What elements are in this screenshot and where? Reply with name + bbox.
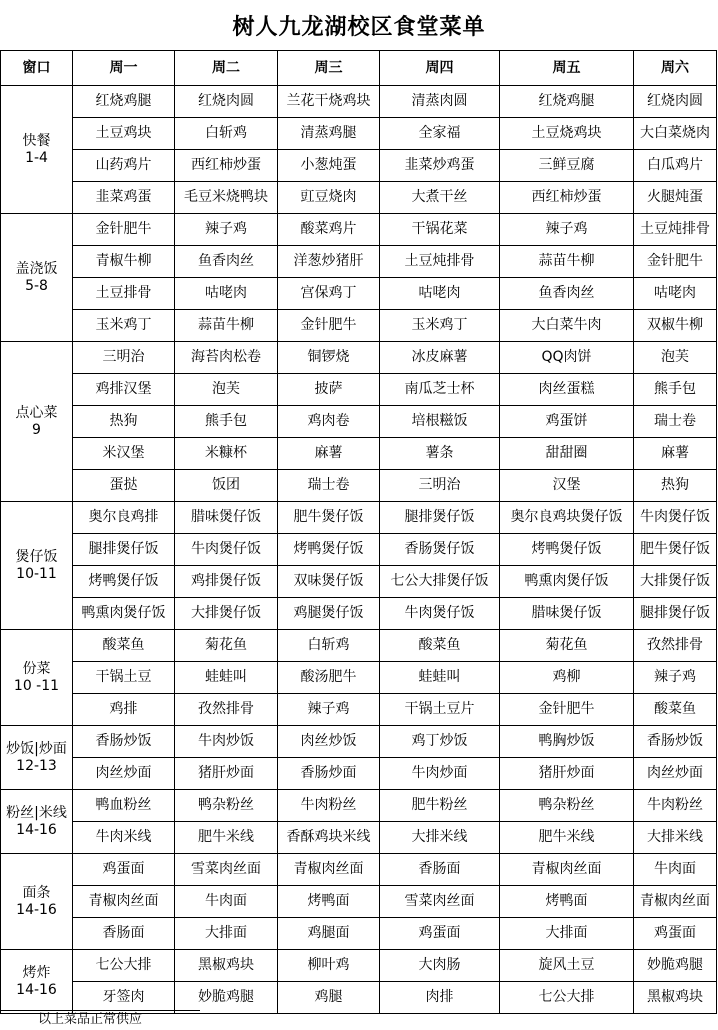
dish-cell: 牛肉煲仔饭 [634,502,717,534]
dish-cell: 鸡蛋面 [380,918,500,950]
dish-cell: 牛肉煲仔饭 [175,534,278,566]
dish-cell: 七公大排煲仔饭 [380,566,500,598]
dish-cell: 菊花鱼 [500,630,634,662]
dish-cell: 烤鸭煲仔饭 [73,566,175,598]
dish-cell: 金针肥牛 [278,310,380,342]
dish-cell: 鸭血粉丝 [73,790,175,822]
dish-cell: 大排米线 [634,822,717,854]
dish-cell: 大肉肠 [380,950,500,982]
dish-cell: 腿排煲仔饭 [73,534,175,566]
dish-cell: 铜锣烧 [278,342,380,374]
window-hours: 5-8 [25,277,48,294]
dish-cell: 咕咾肉 [380,278,500,310]
dish-cell: 薯条 [380,438,500,470]
dish-cell: 大煮干丝 [380,182,500,214]
window-hours: 14-16 [16,901,57,918]
dish-cell: 酸菜鱼 [634,694,717,726]
dish-cell: 冰皮麻薯 [380,342,500,374]
dish-cell: 七公大排 [73,950,175,982]
header-window: 窗口 [1,51,73,86]
dish-cell: 鸭熏肉煲仔饭 [73,598,175,630]
dish-cell: 清蒸鸡腿 [278,118,380,150]
window-name: 面条 [22,885,51,902]
menu-row [1,86,717,118]
menu-row [1,406,717,438]
dish-cell: 鸡腿面 [278,918,380,950]
dish-cell: 海苔肉松卷 [175,342,278,374]
dish-cell: 熊手包 [175,406,278,438]
dish-cell: 妙脆鸡腿 [175,982,278,1014]
dish-cell: 辣子鸡 [278,694,380,726]
dish-cell: 清蒸肉圆 [380,86,500,118]
dish-cell: 鸡蛋面 [634,918,717,950]
dish-cell: 腊味煲仔饭 [175,502,278,534]
dish-cell: 双椒牛柳 [634,310,717,342]
dish-cell: 瑞士卷 [278,470,380,502]
dish-cell: 香肠面 [380,854,500,886]
window-cell [1,854,73,950]
menu-row [1,470,717,502]
dish-cell: 肥牛米线 [500,822,634,854]
dish-cell: 大白菜烧肉 [634,118,717,150]
dish-cell: 肥牛米线 [175,822,278,854]
dish-cell: 大排面 [500,918,634,950]
dish-cell: 火腿炖蛋 [634,182,717,214]
dish-cell: 腿排煲仔饭 [634,598,717,630]
dish-cell: 披萨 [278,374,380,406]
dish-cell: 鸭熏肉煲仔饭 [500,566,634,598]
dish-cell: 白斩鸡 [278,630,380,662]
menu-row [1,758,717,790]
dish-cell: 甜甜圈 [500,438,634,470]
dish-cell: 牛肉炒面 [380,758,500,790]
dish-cell: 麻薯 [278,438,380,470]
dish-cell: 鸡排煲仔饭 [175,566,278,598]
dish-cell: 鸡蛋面 [73,854,175,886]
dish-cell: 土豆炖排骨 [634,214,717,246]
footer-note: 以上菜品正常供应 [37,1012,142,1027]
dish-cell: 香肠煲仔饭 [380,534,500,566]
window-name: 快餐 [22,133,51,150]
dish-cell: 鸡排 [73,694,175,726]
dish-cell: 牛肉面 [175,886,278,918]
dish-cell: 大排煲仔饭 [634,566,717,598]
dish-cell: 西红柿炒蛋 [175,150,278,182]
dish-cell: 七公大排 [500,982,634,1014]
dish-cell: 雪菜肉丝面 [380,886,500,918]
dish-cell: 妙脆鸡腿 [634,950,717,982]
dish-cell: 小葱炖蛋 [278,150,380,182]
menu-row [1,598,717,630]
header-day: 周四 [380,51,500,86]
window-name: 煲仔饭 [15,549,58,566]
dish-cell: 鱼香肉丝 [175,246,278,278]
window-cell [1,630,73,726]
dish-cell: 肉丝炒面 [634,758,717,790]
window-cell [1,726,73,790]
window-cell [1,790,73,854]
dish-cell: 肉排 [380,982,500,1014]
dish-cell: 鸭胸炒饭 [500,726,634,758]
dish-cell: 青椒牛柳 [73,246,175,278]
dish-cell: 白斩鸡 [175,118,278,150]
dish-cell: 牛肉粉丝 [278,790,380,822]
dish-cell: 咕咾肉 [634,278,717,310]
menu-row [1,854,717,886]
dish-cell: 鸡腿 [278,982,380,1014]
dish-cell: 肉丝炒面 [73,758,175,790]
dish-cell: 香肠炒饭 [73,726,175,758]
window-hours: 12-13 [16,757,57,774]
menu-row [1,822,717,854]
dish-cell: 牛肉煲仔饭 [380,598,500,630]
menu-row [1,310,717,342]
dish-cell: 洋葱炒猪肝 [278,246,380,278]
dish-cell: 汉堡 [500,470,634,502]
dish-cell: 大白菜牛肉 [500,310,634,342]
window-cell [1,502,73,630]
dish-cell: 鸡蛋饼 [500,406,634,438]
dish-cell: 毛豆米烧鸭块 [175,182,278,214]
dish-cell: 饭团 [175,470,278,502]
dish-cell: 酸菜鱼 [380,630,500,662]
dish-cell: 酸菜鸡片 [278,214,380,246]
dish-cell: 旋风土豆 [500,950,634,982]
menu-row [1,982,717,1014]
dish-cell: 辣子鸡 [175,214,278,246]
menu-row [1,278,717,310]
dish-cell: 麻薯 [634,438,717,470]
dish-cell: 土豆炖排骨 [380,246,500,278]
dish-cell: 肥牛煲仔饭 [634,534,717,566]
dish-cell: 酸菜鱼 [73,630,175,662]
menu-row [1,118,717,150]
dish-cell: 烤鸭面 [278,886,380,918]
window-hours: 10-11 [16,565,57,582]
dish-cell: 雪菜肉丝面 [175,854,278,886]
dish-cell: 热狗 [634,470,717,502]
dish-cell: 韭菜鸡蛋 [73,182,175,214]
dish-cell: 瑞士卷 [634,406,717,438]
dish-cell: 鸡腿煲仔饭 [278,598,380,630]
menu-row [1,918,717,950]
dish-cell: 热狗 [73,406,175,438]
dish-cell: 宫保鸡丁 [278,278,380,310]
window-hours: 14-16 [16,821,57,838]
dish-cell: 蒜苗牛柳 [175,310,278,342]
window-name: 粉丝|米线 [6,805,67,822]
dish-cell: 鱼香肉丝 [500,278,634,310]
dish-cell: 土豆烧鸡块 [500,118,634,150]
header-day: 周二 [175,51,278,86]
window-cell [1,950,73,1014]
dish-cell: 辣子鸡 [500,214,634,246]
dish-cell: 青椒肉丝面 [278,854,380,886]
window-name: 盖浇饭 [15,261,58,278]
dish-cell: 土豆鸡块 [73,118,175,150]
header-day: 周三 [278,51,380,86]
dish-cell: 辣子鸡 [634,662,717,694]
dish-cell: 红烧鸡腿 [73,86,175,118]
dish-cell: 米汉堡 [73,438,175,470]
dish-cell: 黑椒鸡块 [634,982,717,1014]
dish-cell: 肥牛粉丝 [380,790,500,822]
menu-row [1,438,717,470]
menu-row [1,534,717,566]
menu-row [1,790,717,822]
header-day: 周五 [500,51,634,86]
window-hours: 14-16 [16,981,57,998]
dish-cell: 鸡排汉堡 [73,374,175,406]
window-name: 烤炸 [22,965,51,982]
dish-cell: 香肠面 [73,918,175,950]
dish-cell: 蛙蛙叫 [380,662,500,694]
menu-row [1,886,717,918]
dish-cell: 青椒肉丝面 [500,854,634,886]
menu-body [1,86,717,1014]
dish-cell: 干锅土豆片 [380,694,500,726]
window-hours: 10 -11 [13,677,60,694]
header-day: 周一 [73,51,175,86]
dish-cell: 鸭杂粉丝 [500,790,634,822]
dish-cell: 孜然排骨 [634,630,717,662]
dish-cell: QQ肉饼 [500,342,634,374]
dish-cell: 蛙蛙叫 [175,662,278,694]
dish-cell: 培根糍饭 [380,406,500,438]
dish-cell: 牛肉面 [634,854,717,886]
dish-cell: 牙签肉 [73,982,175,1014]
dish-cell: 黑椒鸡块 [175,950,278,982]
dish-cell: 白瓜鸡片 [634,150,717,182]
dish-cell: 猪肝炒面 [175,758,278,790]
dish-cell: 蒜苗牛柳 [500,246,634,278]
dish-cell: 红烧肉圆 [634,86,717,118]
dish-cell: 红烧鸡腿 [500,86,634,118]
dish-cell: 酸汤肥牛 [278,662,380,694]
dish-cell: 菊花鱼 [175,630,278,662]
dish-cell: 香酥鸡块米线 [278,822,380,854]
menu-row [1,694,717,726]
dish-cell: 鸡柳 [500,662,634,694]
dish-cell: 熊手包 [634,374,717,406]
dish-cell: 鸡丁炒饭 [380,726,500,758]
window-name: 炒饭|炒面 [6,741,67,758]
dish-cell: 金针肥牛 [73,214,175,246]
dish-cell: 香肠炒面 [278,758,380,790]
menu-row [1,630,717,662]
dish-cell: 豇豆烧肉 [278,182,380,214]
dish-cell: 肉丝炒饭 [278,726,380,758]
dish-cell: 奥尔良鸡块煲仔饭 [500,502,634,534]
dish-cell: 大排面 [175,918,278,950]
dish-cell: 干锅土豆 [73,662,175,694]
dish-cell: 韭菜炒鸡蛋 [380,150,500,182]
menu-row [1,566,717,598]
window-cell [1,342,73,502]
dish-cell: 蛋挞 [73,470,175,502]
menu-row [1,502,717,534]
dish-cell: 牛肉米线 [73,822,175,854]
header-row [1,51,717,86]
dish-cell: 三明治 [380,470,500,502]
menu-row [1,246,717,278]
dish-cell: 土豆排骨 [73,278,175,310]
dish-cell: 牛肉粉丝 [634,790,717,822]
dish-cell: 青椒肉丝面 [634,886,717,918]
dish-cell: 玉米鸡丁 [380,310,500,342]
dish-cell: 三鲜豆腐 [500,150,634,182]
window-name: 点心菜 [15,405,58,422]
dish-cell: 肥牛煲仔饭 [278,502,380,534]
dish-cell: 肉丝蛋糕 [500,374,634,406]
menu-row [1,182,717,214]
dish-cell: 金针肥牛 [634,246,717,278]
page-title: 树人九龙湖校区食堂菜单 [232,14,486,40]
dish-cell: 全家福 [380,118,500,150]
dish-cell: 青椒肉丝面 [73,886,175,918]
window-name: 份菜 [22,661,51,678]
window-cell [1,86,73,214]
menu-row [1,374,717,406]
dish-cell: 大排煲仔饭 [175,598,278,630]
window-hours: 1-4 [25,149,48,166]
window-cell [1,214,73,342]
dish-cell: 香肠炒饭 [634,726,717,758]
dish-cell: 金针肥牛 [500,694,634,726]
dish-cell: 奥尔良鸡排 [73,502,175,534]
window-hours: 9 [32,421,41,438]
dish-cell: 红烧肉圆 [175,86,278,118]
dish-cell: 泡芙 [634,342,717,374]
menu-row [1,150,717,182]
dish-cell: 烤鸭煲仔饭 [278,534,380,566]
dish-cell: 柳叶鸡 [278,950,380,982]
menu-table [0,50,717,1014]
dish-cell: 南瓜芝士杯 [380,374,500,406]
dish-cell: 泡芙 [175,374,278,406]
dish-cell: 烤鸭煲仔饭 [500,534,634,566]
menu-row [1,950,717,982]
menu-row [1,726,717,758]
menu-row [1,662,717,694]
dish-cell: 干锅花菜 [380,214,500,246]
dish-cell: 牛肉炒饭 [175,726,278,758]
dish-cell: 米糠杯 [175,438,278,470]
dish-cell: 兰花干烧鸡块 [278,86,380,118]
menu-row [1,214,717,246]
dish-cell: 大排米线 [380,822,500,854]
menu-row [1,342,717,374]
header-day: 周六 [634,51,717,86]
dish-cell: 鸡肉卷 [278,406,380,438]
dish-cell: 猪肝炒面 [500,758,634,790]
dish-cell: 咕咾肉 [175,278,278,310]
dish-cell: 腊味煲仔饭 [500,598,634,630]
dish-cell: 孜然排骨 [175,694,278,726]
dish-cell: 三明治 [73,342,175,374]
dish-cell: 腿排煲仔饭 [380,502,500,534]
dish-cell: 玉米鸡丁 [73,310,175,342]
dish-cell: 山药鸡片 [73,150,175,182]
dish-cell: 烤鸭面 [500,886,634,918]
dish-cell: 双味煲仔饭 [278,566,380,598]
dish-cell: 西红柿炒蛋 [500,182,634,214]
dish-cell: 鸭杂粉丝 [175,790,278,822]
